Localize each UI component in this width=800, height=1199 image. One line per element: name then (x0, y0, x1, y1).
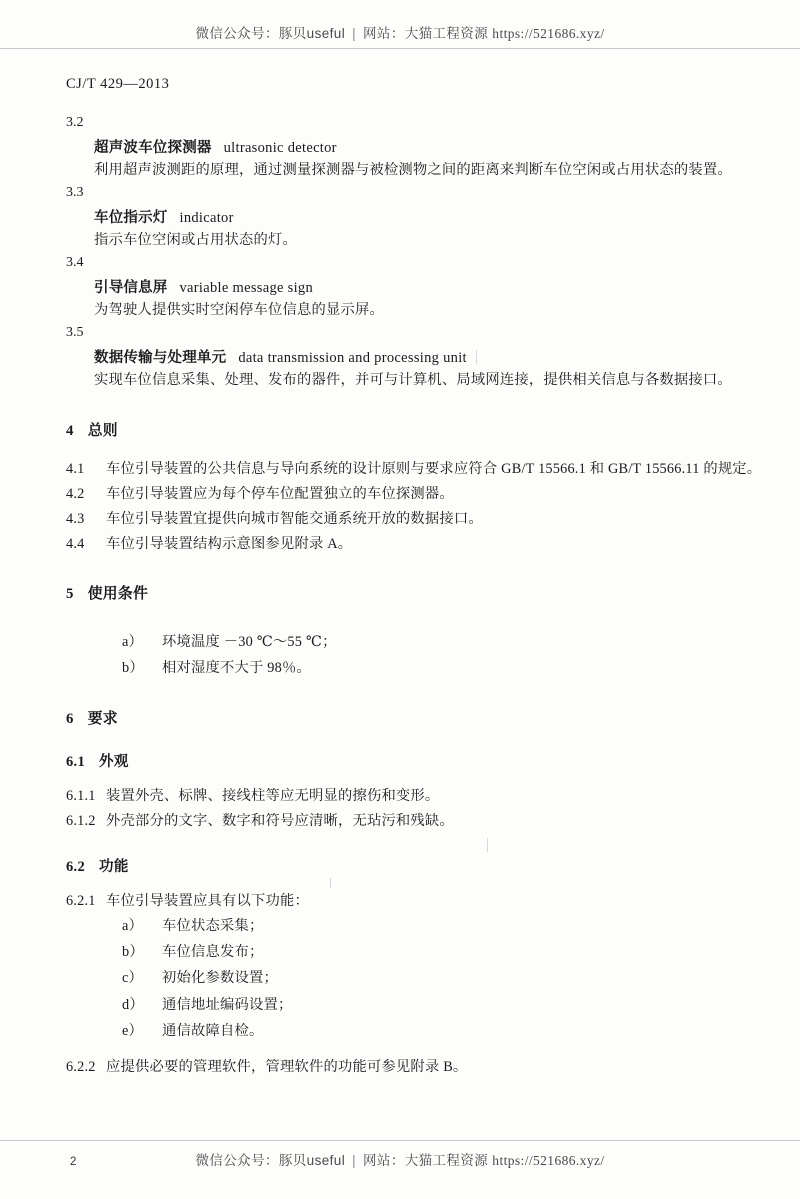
term-cn-3-3: 车位指示灯 (94, 210, 168, 227)
list-item-6-2-1-a (66, 915, 772, 938)
clause-number-6-2-2: 6.2.2 (66, 1058, 96, 1075)
watermark-wechat-label-bottom: 微信公众号： (195, 1153, 279, 1168)
list-item-5-a (66, 631, 772, 654)
list-text-6-2-1-c: 初始化参数设置； (162, 970, 278, 987)
term-definition-3-4: 为驾驶人提供实时空闲停车位信息的显示屏。 (94, 302, 384, 319)
subsection-title-6-2: 功能 (99, 858, 129, 875)
spacer (66, 621, 772, 631)
clause-number-4-1: 4.1 (66, 460, 85, 477)
section-title-6: 要求 (87, 710, 118, 727)
list-label-5-b: b） (122, 660, 144, 677)
watermark-site-label: 网站： (363, 26, 405, 41)
subsection-number-6-1: 6.1 (66, 753, 86, 770)
standard-number: CJ/T 429—2013 (66, 76, 170, 92)
clause-4-3 (66, 508, 772, 531)
list-text-6-2-1-e: 通信故障自检。 (162, 1022, 264, 1039)
term-cn-3-4: 引导信息屏 (94, 280, 168, 297)
list-text-6-2-1-d: 通信地址编码设置； (162, 996, 293, 1013)
list-item-6-2-1-b (66, 941, 772, 964)
section-heading-4 (66, 419, 772, 440)
list-text-5-a: 环境温度 －30 ℃～55 ℃； (162, 634, 337, 651)
spacer (66, 1046, 772, 1056)
section-heading-6 (66, 707, 772, 728)
clause-4-1 (66, 458, 772, 481)
clause-text-6-2-2: 应提供必要的管理软件，管理软件的功能可参见附录 B。 (106, 1058, 468, 1075)
term-en-3-4: variable message sign (179, 280, 314, 297)
clause-number-6-2-1: 6.2.1 (66, 892, 96, 909)
clause-6-1-2 (66, 810, 772, 833)
term-en-3-2: ultrasonic detector (223, 140, 337, 156)
watermark-site-label-bottom: 网站： (363, 1153, 405, 1168)
clause-6-2-1 (66, 890, 772, 913)
page-number: 2 (70, 1156, 77, 1168)
section-title-5: 使用条件 (87, 586, 149, 603)
list-text-6-2-1-a: 车位状态采集； (162, 918, 264, 935)
scan-artifact (476, 350, 477, 364)
watermark-account: 豚贝useful (278, 26, 346, 41)
list-item-6-2-1-e (66, 1020, 772, 1043)
list-text-6-2-1-b: 车位信息发布； (162, 944, 264, 961)
term-definition-3-2: 利用超声波测距的原理，通过测量探测器与被检测物之间的距离来判断车位空闲或占用状态的装置。 (94, 162, 732, 178)
clause-text-6-1-2: 外壳部分的文字、数字和符号应清晰，无玷污和残缺。 (106, 812, 454, 829)
clause-number-4-4: 4.4 (66, 536, 85, 553)
term-en-3-5: data transmission and processing unit (238, 350, 467, 367)
clause-number-4-2: 4.2 (66, 485, 85, 502)
subsection-heading-6-1 (66, 750, 772, 771)
clause-text-4-1: 车位引导装置的公共信息与导向系统的设计原则与要求应符合 GB/T 15566.1 和 GB/T 15566.11 的规定。 (106, 460, 762, 477)
list-label-5-a: a） (122, 634, 144, 651)
clause-text-4-3: 车位引导装置宜提供向城市智能交通系统开放的数据接口。 (106, 510, 483, 527)
term-heading-3-4 (94, 276, 772, 297)
list-label-6-2-1-d: d） (122, 996, 144, 1013)
clause-6-1-1 (66, 785, 772, 808)
list-label-6-2-1-e: e） (122, 1022, 144, 1039)
footer-divider (0, 1140, 800, 1141)
list-label-6-2-1-a: a） (122, 918, 144, 935)
term-cn-3-5: 数据传输与处理单元 (94, 350, 227, 367)
watermark-url: https://521686.xyz/ (492, 26, 605, 41)
section-heading-5 (66, 582, 772, 603)
clause-text-4-2: 车位引导装置应为每个停车位配置独立的车位探测器。 (106, 485, 454, 502)
term-definition-3-5: 实现车位信息采集、处理、发布的器件，并可与计算机、局域网连接，提供相关信息与各数据接口。 (94, 372, 732, 389)
watermark-bottom (0, 1149, 800, 1169)
term-definition-3-3: 指示车位空闲或占用状态的灯。 (94, 232, 297, 249)
clause-number-3-3: 3.3 (66, 185, 84, 201)
watermark-separator: | (352, 26, 357, 41)
scan-artifact (487, 838, 488, 852)
term-cn-3-2: 超声波车位探测器 (94, 140, 212, 156)
term-heading-3-5 (94, 346, 772, 367)
scan-artifact (330, 878, 331, 888)
list-label-6-2-1-b: b） (122, 944, 144, 961)
list-item-6-2-1-d (66, 994, 772, 1017)
clause-number-6-1-1: 6.1.1 (66, 787, 96, 804)
list-label-6-2-1-c: c） (122, 970, 144, 987)
clause-number-3-4: 3.4 (66, 255, 84, 271)
section-title-4: 总则 (87, 422, 118, 439)
term-heading-3-3 (94, 206, 772, 227)
list-item-5-b (66, 657, 772, 680)
list-text-5-b: 相对湿度不大于 98％。 (162, 660, 311, 677)
clause-number-3-5: 3.5 (66, 325, 84, 341)
watermark-site-name-bottom: 大猫工程资源 (404, 1153, 489, 1168)
term-heading-3-2 (94, 136, 772, 157)
clause-number-4-3: 4.3 (66, 510, 85, 527)
watermark-wechat-label: 微信公众号： (195, 26, 279, 41)
section-number-6: 6 (66, 710, 74, 727)
list-item-6-2-1-c (66, 967, 772, 990)
section-number-4: 4 (66, 422, 74, 439)
clause-number-3-2: 3.2 (66, 115, 84, 130)
term-en-3-3: indicator (179, 210, 234, 227)
clause-text-6-1-1: 装置外壳、标牌、接线柱等应无明显的擦伤和变形。 (106, 787, 440, 804)
section-number-5: 5 (66, 586, 74, 603)
clause-text-4-4: 车位引导装置结构示意图参见附录 A。 (106, 536, 353, 553)
watermark-separator-bottom: | (352, 1153, 357, 1168)
watermark-top (0, 22, 800, 42)
subsection-number-6-2: 6.2 (66, 858, 86, 875)
header-divider (0, 48, 800, 49)
document-body (66, 112, 772, 1081)
clause-4-4 (66, 533, 772, 556)
subsection-title-6-1: 外观 (99, 753, 129, 770)
watermark-account-bottom: 豚贝useful (278, 1153, 346, 1168)
clause-4-2 (66, 483, 772, 506)
clause-number-6-1-2: 6.1.2 (66, 812, 96, 829)
watermark-url-bottom: https://521686.xyz/ (492, 1153, 605, 1168)
watermark-site-name: 大猫工程资源 (404, 26, 489, 41)
clause-6-2-2 (66, 1056, 772, 1079)
clause-text-6-2-1: 车位引导装置应具有以下功能： (106, 892, 309, 909)
subsection-heading-6-2 (66, 855, 772, 876)
